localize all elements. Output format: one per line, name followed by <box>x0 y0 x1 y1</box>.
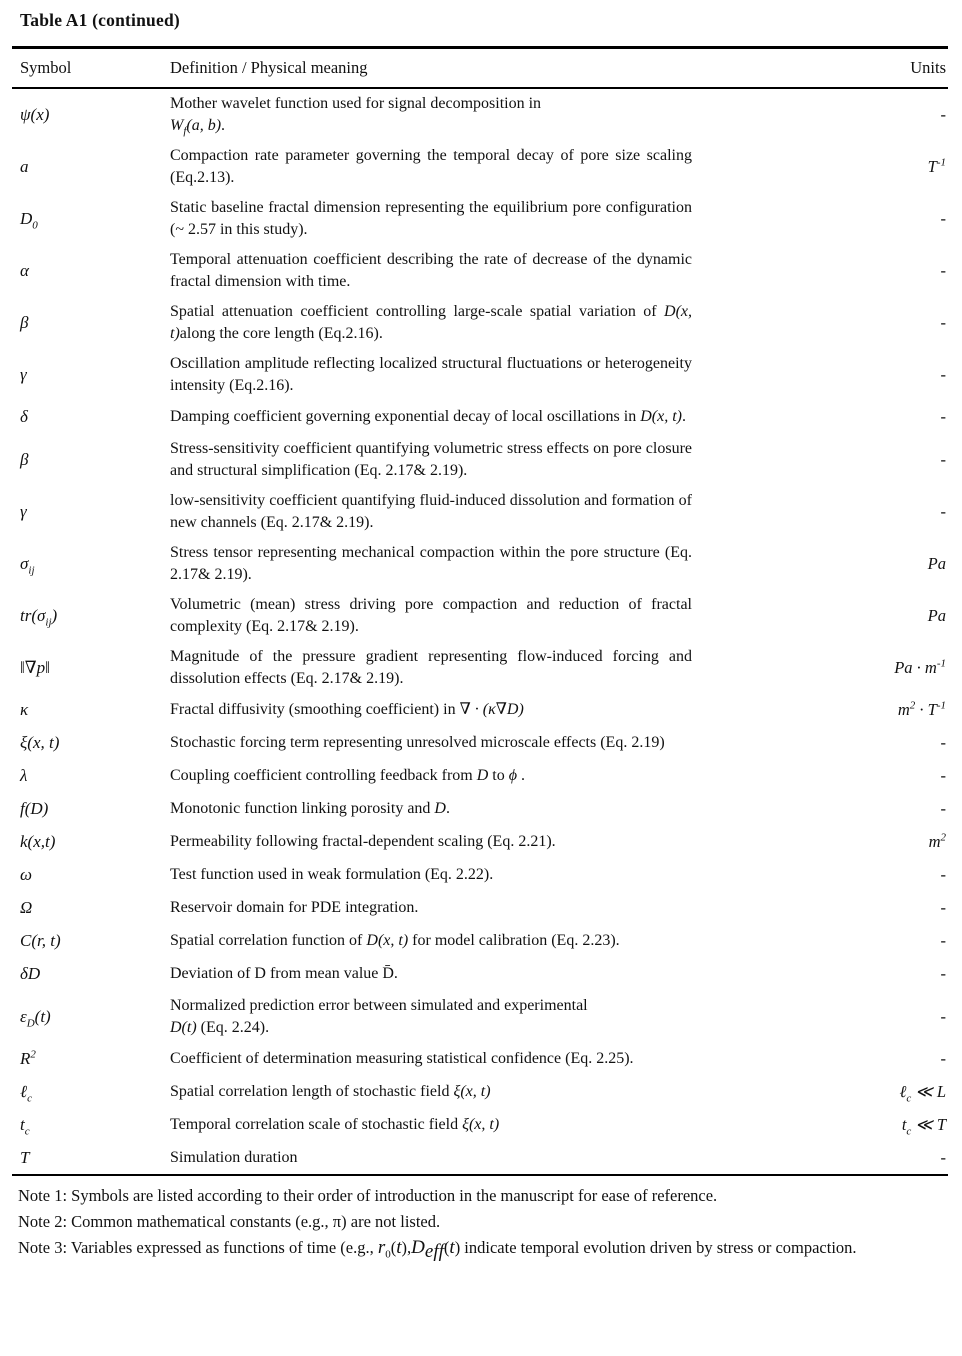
symbol-cell: ψ(x) <box>20 104 50 124</box>
symbol-cell: $R^2$ <box>20 1048 36 1068</box>
table-title: Table A1 (continued) <box>20 10 180 30</box>
table-row <box>12 991 948 1043</box>
symbol-cell: $tr(\sigma_{ij})$ <box>20 605 58 628</box>
symbol-cell: δ <box>20 407 28 426</box>
table-body <box>12 88 948 1175</box>
symbol-cell: T <box>20 1147 30 1167</box>
units-cell: - <box>940 449 946 469</box>
symbol-cell: ω <box>20 865 33 884</box>
table-row <box>12 245 948 297</box>
col-header-symbol: Symbol <box>20 57 72 77</box>
table-row <box>12 401 948 434</box>
units-cell: $T^{-1}$ <box>927 156 946 176</box>
units-cell: - <box>940 898 946 917</box>
definition-cell: Stress tensor representing mechanical compaction within the pore structure (Eq. 2.17& 2.19). <box>170 543 692 583</box>
units-cell: - <box>940 208 946 228</box>
units-cell: - <box>940 501 946 521</box>
definition-cell: Compaction rate parameter governing the temporal decay of pore size scaling (Eq.2.13). <box>170 146 692 186</box>
symbol-cell: $t_c$ <box>20 1115 30 1138</box>
symbol-cell: $D_0$ <box>20 208 38 231</box>
symbol-cell: λ <box>20 766 28 785</box>
definition-cell: Reservoir domain for PDE integration. <box>170 899 419 916</box>
units-cell: $m^2 \cdot T^{-1}$ <box>897 699 946 719</box>
definition-cell: low-sensitivity coefficient quantifying fluid-induced dissolution and formation of new channels (Eq. 2.17& 2.19). <box>170 491 692 531</box>
units-cell: - <box>940 931 946 950</box>
col-header-units: Units <box>910 57 946 77</box>
col-header-definition: Definition / Physical meaning <box>170 57 368 77</box>
units-cell: - <box>940 964 946 983</box>
note-3: Note 3: Variables expressed as functions of time (e.g., $r_0(t),D_{eff}(t)$ indicate temporal evolution driven by stress or compaction. <box>18 1236 857 1262</box>
definition-cell: Deviation of D from mean value D̄. <box>170 965 398 982</box>
note-2: Note 2: Common mathematical constants (e.g., π) are not listed. <box>18 1211 441 1231</box>
units-cell: - <box>940 407 946 426</box>
units-cell: - <box>940 312 946 332</box>
symbol-cell: a <box>20 156 29 176</box>
table-row <box>12 793 948 826</box>
table-row <box>12 434 948 486</box>
definition-cell: Spatial correlation function of D(x, t) for model calibration (Eq. 2.23). <box>170 932 620 949</box>
definition-cell: Stochastic forcing term representing unresolved microscale effects (Eq. 2.19) <box>170 734 665 751</box>
units-cell: - <box>940 364 946 384</box>
definition-cell: Temporal correlation scale of stochastic field ξ(x, t) <box>170 1116 500 1133</box>
symbol-cell: ‖∇p‖ <box>20 657 50 677</box>
symbol-cell: κ <box>20 700 29 719</box>
units-cell: - <box>940 799 946 818</box>
table-row <box>12 1109 948 1142</box>
symbol-cell: γ <box>20 501 27 521</box>
symbol-cell: δD <box>20 964 41 983</box>
units-cell: $m^2$ <box>928 831 946 851</box>
symbol-cell: Ω <box>20 898 33 917</box>
units-cell: $t_c$ ≪ T <box>901 1115 946 1138</box>
definition-cell: Static baseline fractal dimension representing the equilibrium pore configuration (~ 2.57 in this study). <box>170 198 692 238</box>
table-row <box>12 297 948 349</box>
definition-cell: Damping coefficient governing exponential decay of local oscillations in D(x, t). <box>170 408 686 425</box>
definition-cell: Spatial attenuation coefficient controlling large-scale spatial variation of D(x, t)along the core length (Eq.2.16). <box>170 302 692 342</box>
units-cell: - <box>940 1006 946 1026</box>
definition-cell: Spatial correlation length of stochastic field ξ(x, t) <box>170 1083 491 1100</box>
definition-cell: Volumetric (mean) stress driving pore compaction and reduction of fractal complexity (Eq. 2.17& 2.19). <box>170 595 692 635</box>
symbol-cell: β <box>20 312 29 332</box>
note-1: Note 1: Symbols are listed according to their order of introduction in the manuscript for ease of reference. <box>18 1185 718 1205</box>
definition-cell: Monotonic function linking porosity and D. <box>170 800 450 817</box>
definition-cell: Temporal attenuation coefficient describing the rate of decrease of the dynamic fractal dimension with time. <box>170 250 692 290</box>
table-row <box>12 925 948 958</box>
definition-cell: Coupling coefficient controlling feedback from D to ϕ . <box>170 767 526 784</box>
symbol-cell: k(x,t) <box>20 832 56 851</box>
table-row <box>12 193 948 245</box>
symbol-cell: ξ(x, t) <box>20 733 60 752</box>
symbol-cell: β <box>20 449 29 469</box>
table-row <box>12 859 948 892</box>
symbol-cell: γ <box>20 364 27 384</box>
symbol-cell: α <box>20 260 29 280</box>
table-row <box>12 826 948 859</box>
definition-cell: Mother wavelet function used for signal decomposition in $W_f(a$, b). <box>170 94 542 137</box>
table-row <box>12 958 948 991</box>
table-row <box>12 538 948 590</box>
definition-cell: Fractal diffusivity (smoothing coefficient) in ∇ · (κ∇D) <box>170 701 524 718</box>
units-cell: - <box>940 733 946 752</box>
table-row <box>12 727 948 760</box>
units-cell: - <box>940 766 946 785</box>
units-cell: - <box>940 1049 946 1068</box>
units-cell: - <box>940 1147 946 1167</box>
definition-cell: Oscillation amplitude reflecting localized structural fluctuations or heterogeneity intensity (Eq.2.16). <box>170 354 692 394</box>
symbol-cell: f(D) <box>20 799 49 818</box>
table-row <box>12 1043 948 1076</box>
units-cell: $Pa \cdot m^{-1}$ <box>894 657 946 677</box>
notes-section <box>12 1184 948 1260</box>
definition-cell: Simulation duration <box>170 1148 298 1166</box>
definition-cell: Normalized prediction error between simulated and experimental D(t) (Eq. 2.24). <box>170 996 588 1036</box>
table-row <box>12 1142 948 1175</box>
units-cell: Pa <box>927 605 946 625</box>
table-row <box>12 892 948 925</box>
definition-cell: Permeability following fractal-dependent scaling (Eq. 2.21). <box>170 833 556 850</box>
table-row <box>12 88 948 141</box>
table-row <box>12 642 948 694</box>
symbol-cell: C(r, t) <box>20 931 61 950</box>
table-row <box>12 349 948 401</box>
units-cell: - <box>940 104 946 124</box>
definition-cell: Test function used in weak formulation (Eq. 2.22). <box>170 866 494 883</box>
symbol-cell: $\varepsilon_D(t)$ <box>20 1006 51 1029</box>
symbol-cell: $\sigma_{ij}$ <box>20 553 35 576</box>
definition-cell: Coefficient of determination measuring statistical confidence (Eq. 2.25). <box>170 1050 634 1067</box>
symbols-table <box>12 46 948 1176</box>
table-header <box>12 48 948 88</box>
table-row <box>12 486 948 538</box>
table-row <box>12 694 948 727</box>
symbol-cell: ℓ$_c$ <box>20 1082 32 1105</box>
units-cell: - <box>940 865 946 884</box>
units-cell: - <box>940 260 946 280</box>
table-row <box>12 141 948 193</box>
table-row <box>12 760 948 793</box>
units-cell: ℓ$_c$ ≪ L <box>899 1082 946 1105</box>
units-cell: Pa <box>927 553 946 573</box>
definition-cell: Stress-sensitivity coefficient quantifying volumetric stress effects on pore closure and structural simplification (Eq. 2.17& 2.19). <box>170 439 692 479</box>
table-row <box>12 1076 948 1109</box>
definition-cell: Magnitude of the pressure gradient representing flow-induced forcing and dissolution effects (Eq. 2.17& 2.19). <box>170 647 692 687</box>
table-row <box>12 590 948 642</box>
header-row <box>12 48 948 88</box>
